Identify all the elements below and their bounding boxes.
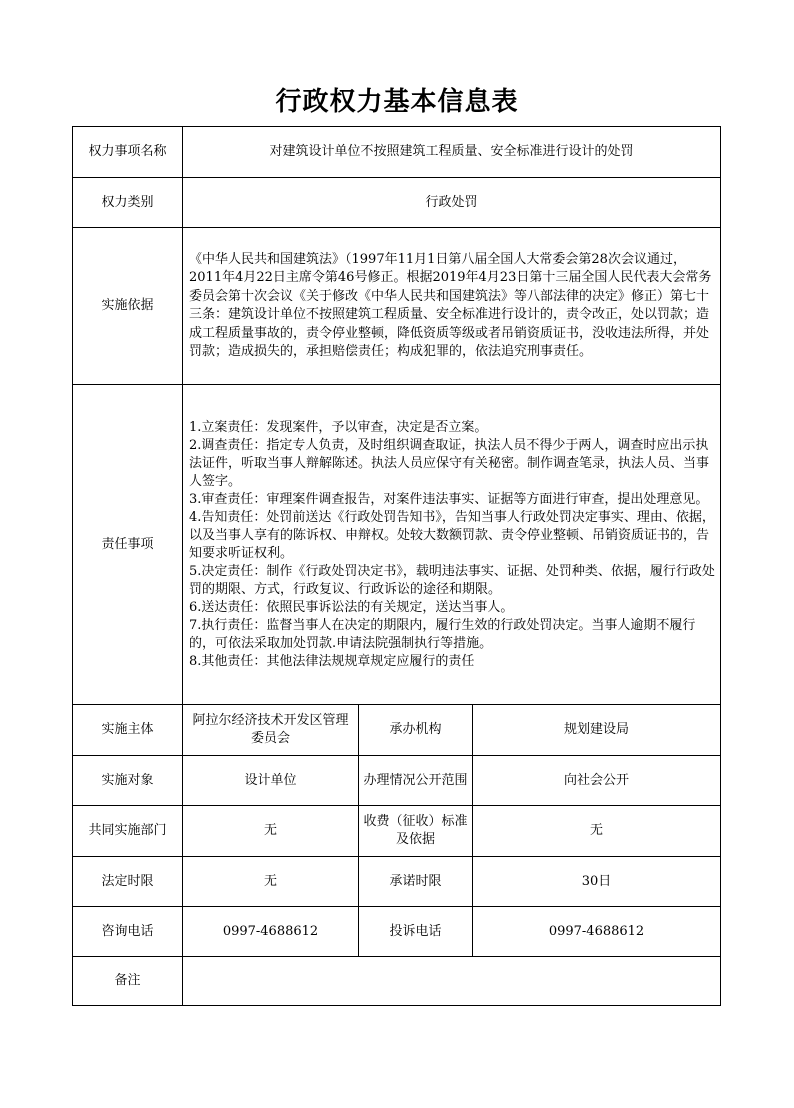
value-subject: 阿拉尔经济技术开发区管理委员会 — [183, 705, 359, 756]
value-category: 行政处罚 — [183, 178, 721, 228]
value-target: 设计单位 — [183, 756, 359, 806]
label-complaint-phone: 投诉电话 — [359, 907, 473, 957]
label-consult-phone: 咨询电话 — [73, 907, 183, 957]
responsibility-item: 3.审查责任：审理案件调查报告，对案件违法事实、证据等方面进行审查，提出处理意见。 — [189, 491, 709, 507]
info-table — [72, 126, 721, 1006]
label-office: 承办机构 — [359, 705, 473, 756]
label-fee: 收费（征收）标准及依据 — [359, 806, 473, 857]
row-subject — [73, 705, 721, 756]
value-fee: 无 — [473, 806, 721, 857]
value-disclosure: 向社会公开 — [473, 756, 721, 806]
value-joint-dept: 无 — [183, 806, 359, 857]
value-promise-time: 30日 — [473, 857, 721, 907]
label-basis: 实施依据 — [73, 228, 183, 385]
row-responsibility — [73, 385, 721, 705]
value-legal-time: 无 — [183, 857, 359, 907]
row-category — [73, 178, 721, 228]
label-promise-time: 承诺时限 — [359, 857, 473, 907]
row-basis — [73, 228, 721, 385]
label-target: 实施对象 — [73, 756, 183, 806]
responsibility-item: 4.告知责任：处罚前送达《行政处罚告知书》，告知当事人行政处罚决定事实、理由、依据，以及当事人享有的陈诉权、申辩权。处较大数额罚款、责令停业整顿、吊销资质证书的，告知要求听证权利。 — [189, 509, 715, 561]
label-joint-dept: 共同实施部门 — [73, 806, 183, 857]
value-consult-phone: 0997-4688612 — [183, 907, 359, 957]
basis-text: 《中华人民共和国建筑法》（1997年11月1日第八届全国人大常委会第28次会议通过，2011年4月22日主席令第46号修正。根据2019年4月23日第十三届全国人民代表大会常务委员会第十次会议《关于修改《中华人民共和国建筑法》等八部法律的决定》修正）第七十三条：建筑设计单位不按照建筑工程质量、安全标准进行设计的，责令改正，处以罚款；造成工程质量事故的，责令停业整顿，降低资质等级或者吊销资质证书，没收违法所得，并处罚款；造成损失的，承担赔偿责任；构成犯罪的，依法追究刑事责任。 — [189, 251, 712, 359]
label-item-name: 权力事项名称 — [73, 127, 183, 178]
value-office: 规划建设局 — [473, 705, 721, 756]
label-subject: 实施主体 — [73, 705, 183, 756]
row-remarks — [73, 957, 721, 1006]
responsibility-item: 7.执行责任：监督当事人在决定的期限内，履行生效的行政处罚决定。当事人逾期不履行的，可依法采取加处罚款.申请法院强制执行等措施。 — [189, 617, 696, 651]
value-complaint-phone: 0997-4688612 — [473, 907, 721, 957]
value-remarks — [183, 957, 721, 1006]
responsibility-item: 6.送达责任：依照民事诉讼法的有关规定，送达当事人。 — [189, 599, 514, 615]
page-title: 行政权力基本信息表 — [275, 87, 519, 117]
responsibility-item: 1.立案责任：发现案件，予以审查，决定是否立案。 — [189, 419, 488, 435]
label-responsibility: 责任事项 — [73, 385, 183, 705]
label-category: 权力类别 — [73, 178, 183, 228]
value-responsibility — [183, 385, 721, 705]
row-item-name — [73, 127, 721, 178]
responsibility-item: 5.决定责任：制作《行政处罚决定书》，载明违法事实、证据、处罚种类、依据，履行行政处罚的期限、方式，行政复议、行政诉讼的途径和期限。 — [189, 563, 715, 597]
label-remarks: 备注 — [73, 957, 183, 1006]
row-phone — [73, 907, 721, 957]
row-joint — [73, 806, 721, 857]
responsibility-item: 2.调查责任：指定专人负责，及时组织调查取证，执法人员不得少于两人，调查时应出示执法证件，听取当事人辩解陈述。执法人员应保守有关秘密。制作调查笔录，执法人员、当事人签字。 — [189, 437, 710, 489]
row-target — [73, 756, 721, 806]
value-basis — [183, 228, 721, 385]
label-legal-time: 法定时限 — [73, 857, 183, 907]
responsibility-item: 8.其他责任：其他法律法规规章规定应履行的责任 — [189, 653, 475, 669]
value-item-name: 对建筑设计单位不按照建筑工程质量、安全标准进行设计的处罚 — [183, 127, 721, 178]
row-time-limit — [73, 857, 721, 907]
label-disclosure: 办理情况公开范围 — [359, 756, 473, 806]
